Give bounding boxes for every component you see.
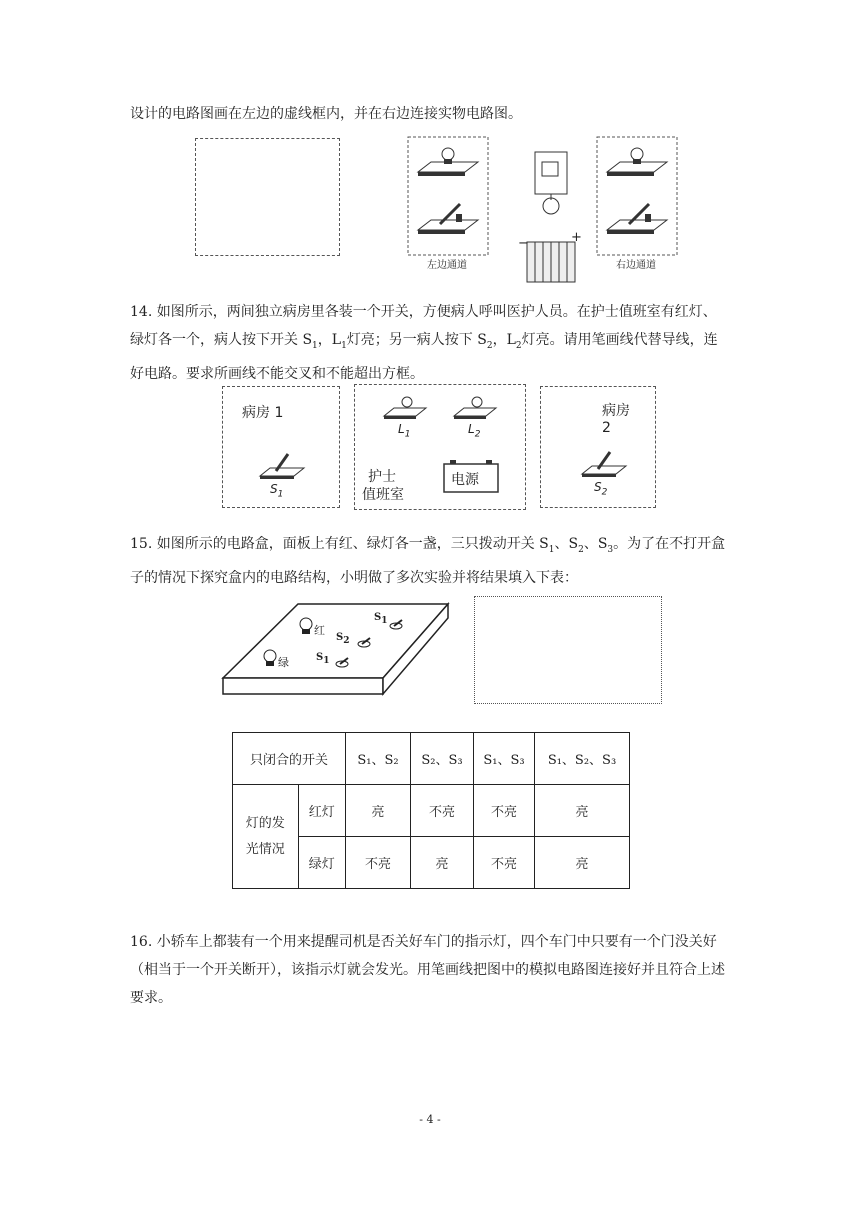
- table-col-4: S₁、S₂、S₃: [535, 733, 630, 785]
- table-cell: 不亮: [346, 837, 411, 889]
- battery-icon: [527, 242, 575, 282]
- table-cell: 亮: [535, 837, 630, 889]
- q15-number: 15.: [130, 536, 153, 552]
- table-col-3: S₁、S₃: [474, 733, 535, 785]
- table-col-2: S₂、S₃: [411, 733, 474, 785]
- table-row-label: 绿灯: [298, 837, 345, 889]
- s2-switch-icon: [582, 452, 626, 477]
- left-switch-icon: [418, 204, 478, 234]
- table-cell: 亮: [346, 785, 411, 837]
- table-cell: 不亮: [474, 785, 535, 837]
- q14-text-b: ，L: [317, 332, 342, 348]
- power-label: 电源: [451, 472, 479, 488]
- q16-number: 16.: [130, 934, 153, 950]
- table-header-label: 只闭合的开关: [233, 733, 346, 785]
- q15-sub-1: 1: [548, 544, 555, 555]
- l2-lamp-icon: [454, 397, 496, 419]
- table-cell: 不亮: [411, 785, 474, 837]
- table-cell: 不亮: [474, 837, 535, 889]
- left-lamp-icon: [418, 148, 478, 176]
- room1-label: 病房 1: [242, 405, 284, 421]
- circuit-box-drawing: [218, 596, 458, 700]
- green-lamp-label: 绿: [278, 656, 289, 669]
- q14-text-d: ，L: [492, 332, 516, 348]
- nurse-label-2: 值班室: [362, 487, 404, 503]
- intro-line: 设计的电路图画在左边的虚线框内，并在右边连接实物电路图。: [130, 106, 522, 122]
- q14-figure: [222, 384, 642, 510]
- right-lamp-icon: [607, 148, 667, 176]
- red-lamp-label: 红: [314, 624, 325, 637]
- q15-sep-2: 、S: [583, 536, 608, 552]
- q14-number: 14.: [130, 304, 153, 320]
- q14-sub-3: 2: [486, 340, 493, 351]
- q14-sub-4: 2: [515, 340, 522, 351]
- q15-text-a: 如图所示的电路盒，面板上有红、绿灯各一盏，三只拨动开关 S: [156, 536, 549, 552]
- q15-sub-3: 3: [607, 544, 614, 555]
- l2-label: $L_2$: [468, 422, 481, 440]
- table-cell: 亮: [411, 837, 474, 889]
- q14-text-e: 灯亮。请用笔画线代替导线，连好电路。要求所画线不能交叉和不能超出方框。: [130, 332, 718, 382]
- bell-icon: [535, 152, 567, 214]
- left-channel-label: 左边通道: [427, 260, 467, 271]
- q14-sub-1: 1: [312, 340, 318, 351]
- battery-plus: +: [571, 230, 582, 245]
- table-row-label: 红灯: [298, 785, 345, 837]
- right-switch-icon: [607, 204, 667, 234]
- q15-sub-2: 2: [578, 544, 584, 555]
- s2-label: $S_2$: [594, 480, 608, 498]
- s1-switch-icon: [260, 454, 304, 479]
- right-channel-label: 右边通道: [616, 260, 656, 271]
- results-table: [232, 732, 630, 889]
- s1-label: $S_1$: [270, 482, 284, 500]
- page-number: - 4 -: [419, 1113, 441, 1126]
- box-s2-label: $S_2$: [336, 632, 350, 646]
- battery-minus: −: [518, 236, 529, 251]
- q16-text: [130, 928, 730, 1012]
- q15-text: [130, 530, 730, 592]
- box-s1-bottom-label: $S_1$: [316, 652, 330, 666]
- table-cell: 亮: [535, 785, 630, 837]
- q15-answer-box: [474, 596, 662, 704]
- q14-sub-2: 1: [341, 340, 347, 351]
- q16-body: 小轿车上都装有一个用来提醒司机是否关好车门的指示灯，四个车门中只要有一个门没关好（相当于一个开关断开），该指示灯就会发光。用笔画线把图中的模拟电路图连接好并且符合上述要求。: [130, 934, 725, 1006]
- l1-label: $L_1$: [398, 422, 411, 440]
- q15-figure: [218, 596, 668, 706]
- box-s1-top-label: $S_1$: [374, 612, 388, 626]
- q15-text-b: 。为了在不打开盒子的情况下探究盒内的电路结构，小明做了多次实验并将结果填入下表：: [130, 536, 726, 586]
- q15-sep-1: 、S: [554, 536, 579, 552]
- q13-figure: [190, 132, 690, 292]
- q14-text-c: 灯亮；另一病人按下 S: [346, 332, 487, 348]
- table-col-1: S₁、S₂: [346, 733, 411, 785]
- room2-label: 病房 2: [602, 403, 630, 436]
- l1-lamp-icon: [384, 397, 426, 419]
- table-group-label: 灯的发 光情况: [233, 785, 299, 889]
- q14-text: [130, 298, 730, 388]
- nurse-label-1: 护士: [368, 469, 396, 485]
- q14-text-a: 如图所示，两间独立病房里各装一个开关，方便病人呼叫医护人员。在护士值班室有红灯、绿灯各一个，病人按下开关 S: [130, 304, 717, 348]
